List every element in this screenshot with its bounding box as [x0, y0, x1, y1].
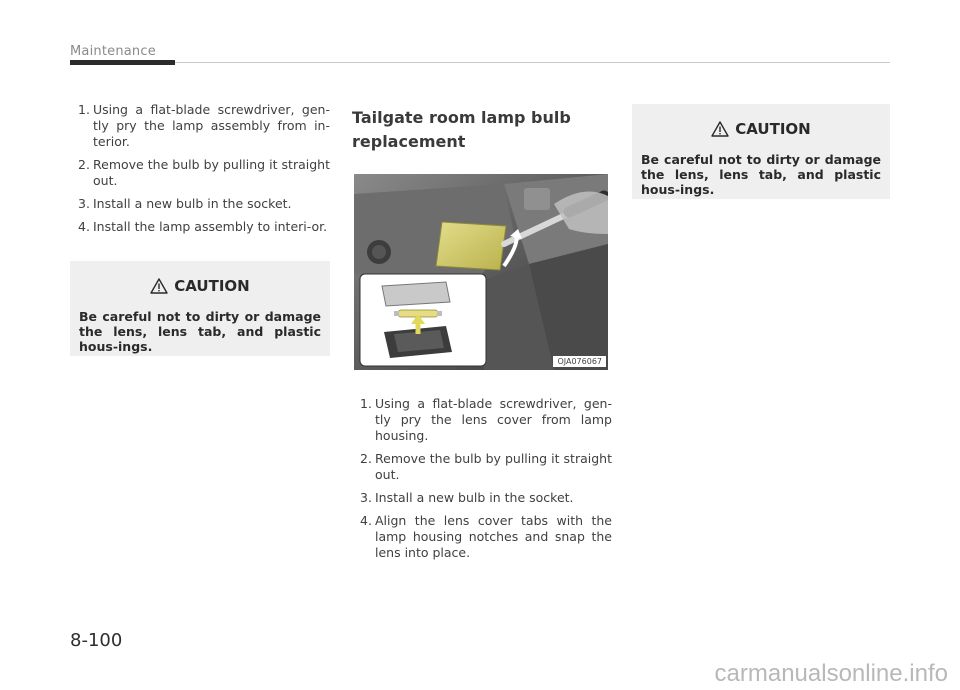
step-number: 1.: [360, 396, 372, 411]
step-number: 2.: [78, 157, 90, 172]
step-number: 1.: [78, 102, 90, 117]
warning-triangle-icon: [150, 278, 168, 294]
left-column: [70, 102, 330, 356]
caution-heading: [641, 120, 881, 138]
right-column: [632, 104, 890, 199]
tailgate-lamp-illustration: [354, 174, 608, 370]
step-text: Install a new bulb in the socket.: [375, 490, 574, 505]
list-item: [352, 396, 612, 444]
list-item: [352, 513, 612, 561]
step-number: 3.: [360, 490, 372, 505]
step-text: Remove the bulb by pulling it straight out.: [375, 451, 612, 482]
step-text: Remove the bulb by pulling it straight out.: [93, 157, 330, 188]
caution-box: [70, 261, 330, 356]
watermark: carmanualsonline.info: [714, 660, 948, 687]
list-item: [70, 219, 330, 235]
step-number: 4.: [360, 513, 372, 528]
step-text: Using a flat-blade screwdriver, gen-tly pry the lens cover from lamp housing.: [375, 396, 612, 443]
section-title: Tailgate room lamp bulb replacement: [352, 108, 571, 151]
caution-box: [632, 104, 890, 199]
list-item: [70, 157, 330, 189]
caution-text: Be careful not to dirty or damage the lens, lens tab, and plastic hous-ings.: [79, 309, 321, 354]
step-text: Align the lens cover tabs with the lamp housing notches and snap the lens into place.: [375, 513, 612, 560]
caution-heading: [79, 277, 321, 295]
step-number: 3.: [78, 196, 90, 211]
step-number: 2.: [360, 451, 372, 466]
step-text: Install the lamp assembly to interi-or.: [93, 219, 328, 234]
list-item: [70, 196, 330, 212]
step-text: Using a flat-blade screwdriver, gen-tly pry the lamp assembly from in-terior.: [93, 102, 330, 149]
caution-title: CAUTION: [174, 277, 250, 295]
list-item: [70, 102, 330, 150]
left-steps-list: [70, 102, 330, 235]
step-number: 4.: [78, 219, 90, 234]
middle-column: [352, 106, 612, 568]
figure-caption: OJA076067: [553, 356, 606, 367]
page-number: 8-100: [70, 630, 123, 651]
header-rule: [175, 62, 890, 63]
list-item: [352, 490, 612, 506]
list-item: [352, 451, 612, 483]
header-accent-bar: [70, 60, 175, 65]
caution-text: Be careful not to dirty or damage the lens, lens tab, and plastic hous-ings.: [641, 152, 881, 197]
warning-triangle-icon: [711, 121, 729, 137]
section-header-title: Maintenance: [70, 44, 156, 59]
lamp-figure: [354, 174, 608, 370]
caution-title: CAUTION: [735, 120, 811, 138]
middle-steps-list: [352, 396, 612, 561]
step-text: Install a new bulb in the socket.: [93, 196, 292, 211]
